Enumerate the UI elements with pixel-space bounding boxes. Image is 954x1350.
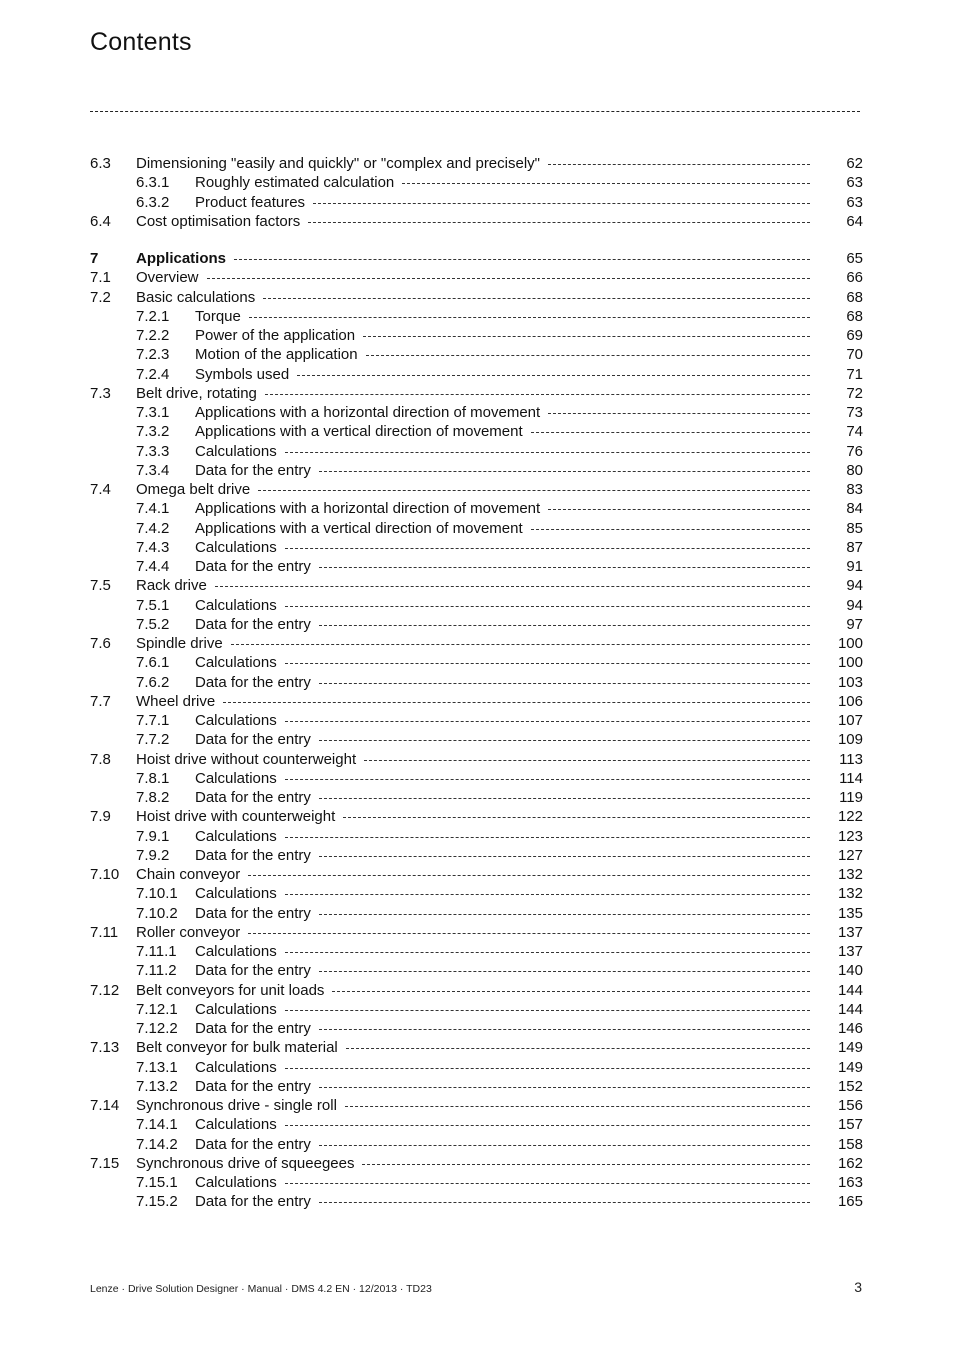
toc-entry-title: Chain conveyor <box>136 866 241 883</box>
toc-entry[interactable] <box>90 827 863 846</box>
toc-entry[interactable] <box>90 884 863 903</box>
toc-entry-number: 7.11.2 <box>136 962 177 980</box>
toc-entry[interactable] <box>90 1058 863 1077</box>
toc-entry-title: Calculations <box>195 654 277 672</box>
page-title: Contents <box>90 28 192 56</box>
toc-entry[interactable] <box>90 904 863 923</box>
toc-entry[interactable] <box>90 1192 863 1211</box>
toc-entry[interactable] <box>90 193 863 212</box>
toc-entry-number: 7.3.2 <box>136 423 170 441</box>
toc-entry-number: 7.10 <box>90 866 120 883</box>
toc-entry-page: 83 <box>846 481 863 498</box>
toc-leader-dashes <box>248 933 810 934</box>
toc-entry-number: 7.6 <box>90 635 111 652</box>
toc-leader-dashes <box>548 164 810 165</box>
toc-entry[interactable] <box>90 634 863 653</box>
toc-leader-dashes <box>231 644 810 645</box>
toc-entry-title: Data for the entry <box>195 1193 311 1211</box>
toc-leader-dashes <box>346 1048 810 1049</box>
toc-leader-dashes <box>285 952 810 953</box>
toc-entry-number: 6.3.2 <box>136 193 170 211</box>
toc-entry-page: 97 <box>846 615 863 633</box>
toc-entry-title: Synchronous drive - single roll <box>136 1097 337 1114</box>
toc-entry-number: 7.2.3 <box>136 346 170 364</box>
toc-leader-dashes <box>531 432 810 433</box>
toc-entry[interactable] <box>90 1115 863 1134</box>
toc-entry-number: 7.6.2 <box>136 673 170 691</box>
toc-leader-dashes <box>297 375 810 376</box>
toc-entry-title: Data for the entry <box>195 904 311 922</box>
toc-entry-number: 7.14 <box>90 1097 120 1114</box>
toc-leader-dashes <box>285 721 810 722</box>
toc-entry[interactable] <box>90 923 863 942</box>
toc-entry-title: Motion of the application <box>195 346 358 364</box>
toc-leader-dashes <box>223 702 810 703</box>
toc-entry-title: Data for the entry <box>195 1077 311 1095</box>
toc-leader-dashes <box>319 1087 810 1088</box>
toc-entry-number: 7 <box>90 250 99 267</box>
toc-entry-page: 68 <box>846 288 863 306</box>
toc-entry-page: 119 <box>839 789 863 806</box>
toc-entry[interactable] <box>90 154 863 173</box>
toc-entry-page: 69 <box>846 327 863 344</box>
toc-entry-number: 7.11 <box>90 923 119 941</box>
toc-entry[interactable] <box>90 1077 863 1096</box>
toc-entry-number: 7.4.3 <box>136 538 170 556</box>
toc-entry[interactable] <box>90 538 863 557</box>
toc-leader-dashes <box>285 663 810 664</box>
toc-leader-dashes <box>285 894 810 895</box>
toc-leader-dashes <box>319 914 810 915</box>
toc-entry-number: 7.8.2 <box>136 789 170 806</box>
toc-entry-number: 7.12.1 <box>136 1000 178 1018</box>
toc-entry-page: 106 <box>837 692 863 710</box>
toc-entry-number: 7.9 <box>90 808 111 826</box>
toc-entry-number: 7.6.1 <box>136 654 170 672</box>
toc-entry-number: 7.13.2 <box>136 1077 178 1095</box>
toc-entry-title: Applications with a horizontal direction of movement <box>195 500 541 518</box>
toc-entry[interactable] <box>90 499 863 518</box>
toc-entry[interactable] <box>90 1154 863 1173</box>
toc-entry-title: Calculations <box>195 1058 277 1076</box>
toc-entry-number: 7.7.1 <box>136 712 170 729</box>
toc-entry-title: Applications <box>136 250 227 267</box>
toc-entry-page: 163 <box>837 1174 863 1191</box>
toc-entry-title: Overview <box>136 269 199 287</box>
toc-entry[interactable] <box>90 1173 863 1192</box>
toc-entry-title: Wheel drive <box>136 692 216 710</box>
toc-entry[interactable] <box>90 865 863 884</box>
toc-entry-title: Rack drive <box>136 577 207 595</box>
toc-entry-page: 63 <box>846 174 863 192</box>
toc-entry[interactable] <box>90 173 863 192</box>
toc-entry-page: 123 <box>837 827 863 845</box>
toc-entry-number: 7.14.2 <box>136 1135 178 1153</box>
toc-entry-page: 73 <box>846 404 863 421</box>
toc-entry-page: 149 <box>837 1058 863 1076</box>
toc-entry[interactable] <box>90 653 863 672</box>
toc-entry-number: 7.5 <box>90 577 111 595</box>
toc-leader-dashes <box>548 413 810 414</box>
toc-entry[interactable] <box>90 807 863 826</box>
toc-entry[interactable] <box>90 1038 863 1057</box>
toc-entry-number: 7.4.2 <box>136 519 170 537</box>
toc-entry[interactable] <box>90 769 863 788</box>
toc-leader-dashes <box>285 548 810 549</box>
toc-entry-title: Data for the entry <box>195 615 311 633</box>
toc-entry-number: 7.12 <box>90 981 120 999</box>
toc-entry-page: 94 <box>846 596 863 614</box>
toc-entry-number: 7.15.1 <box>136 1174 178 1191</box>
toc-entry-title: Belt conveyor for bulk material <box>136 1039 338 1057</box>
toc-entry-number: 7.11.1 <box>136 943 177 960</box>
toc-entry-page: 127 <box>837 846 863 864</box>
toc-leader-dashes <box>248 875 810 876</box>
toc-entry-page: 71 <box>846 365 863 383</box>
toc-entry-title: Torque <box>195 307 241 325</box>
toc-leader-dashes <box>265 394 810 395</box>
toc-entry-title: Data for the entry <box>195 731 311 749</box>
toc-entry-page: 64 <box>846 212 863 230</box>
toc-entry-page: 157 <box>837 1116 863 1134</box>
toc-entry-number: 7.8 <box>90 750 111 768</box>
toc-entry-number: 7.15 <box>90 1154 120 1172</box>
toc-entry-title: Data for the entry <box>195 789 311 806</box>
toc-entry-number: 7.9.2 <box>136 846 170 864</box>
toc-leader-dashes <box>531 529 810 530</box>
toc-leader-dashes <box>332 991 810 992</box>
toc-entry-page: 68 <box>846 307 863 325</box>
toc-entry-page: 100 <box>837 654 863 672</box>
toc-leader-dashes <box>362 1164 810 1165</box>
toc-leader-dashes <box>234 259 810 260</box>
toc-entry-number: 7.8.1 <box>136 769 170 787</box>
toc-leader-dashes <box>319 1145 810 1146</box>
toc-entry-title: Calculations <box>195 1174 277 1191</box>
toc-entry[interactable] <box>90 557 863 576</box>
toc-leader-dashes <box>364 760 810 761</box>
toc-entry-title: Calculations <box>195 885 277 903</box>
toc-entry-page: 135 <box>837 904 863 922</box>
toc-leader-dashes <box>313 203 810 204</box>
toc-entry-number: 7.10.2 <box>136 904 178 922</box>
toc-entry-page: 100 <box>837 635 863 652</box>
toc-leader-dashes <box>366 355 810 356</box>
toc-entry-title: Calculations <box>195 827 277 845</box>
toc-entry-number: 7.5.2 <box>136 615 170 633</box>
toc-entry[interactable] <box>90 788 863 807</box>
toc-entry-number: 7.13.1 <box>136 1058 178 1076</box>
toc-entry-number: 7.1 <box>90 269 111 287</box>
toc-leader-dashes <box>548 509 810 510</box>
toc-entry[interactable] <box>90 461 863 480</box>
footer-page-number: 3 <box>854 1279 862 1295</box>
toc-entry-title: Dimensioning "easily and quickly" or "complex and precisely" <box>136 155 540 172</box>
toc-entry-number: 7.13 <box>90 1039 120 1057</box>
toc-entry-title: Calculations <box>195 596 277 614</box>
toc-entry[interactable] <box>90 981 863 1000</box>
toc-entry-number: 7.4.1 <box>136 500 170 518</box>
toc-entry-title: Applications with a horizontal direction of movement <box>195 404 541 421</box>
toc-leader-dashes <box>285 1125 810 1126</box>
toc-entry[interactable] <box>90 288 863 307</box>
toc-entry-title: Calculations <box>195 1000 277 1018</box>
toc-leader-dashes <box>319 798 810 799</box>
toc-leader-dashes <box>319 1202 810 1203</box>
toc-entry-number: 7.3 <box>90 384 111 402</box>
toc-leader-dashes <box>285 452 810 453</box>
toc-entry-number: 7.15.2 <box>136 1193 178 1211</box>
toc-entry[interactable] <box>90 692 863 711</box>
toc-entry-number: 6.4 <box>90 212 111 230</box>
toc-entry[interactable] <box>90 212 863 231</box>
toc-leader-dashes <box>249 317 810 318</box>
toc-leader-dashes <box>319 567 810 568</box>
toc-entry-title: Belt conveyors for unit loads <box>136 981 325 999</box>
toc-entry-page: 65 <box>846 250 863 267</box>
toc-entry-number: 7.10.1 <box>136 885 178 903</box>
toc-entry[interactable] <box>90 596 863 615</box>
toc-leader-dashes <box>319 740 810 741</box>
toc-leader-dashes <box>402 183 810 184</box>
toc-entry[interactable] <box>90 365 863 384</box>
toc-entry-title: Roughly estimated calculation <box>195 174 395 192</box>
toc-entry-title: Data for the entry <box>195 673 311 691</box>
toc-entry-title: Calculations <box>195 943 277 960</box>
toc-entry-page: 149 <box>837 1039 863 1057</box>
toc-leader-dashes <box>285 1068 810 1069</box>
toc-entry[interactable] <box>90 422 863 441</box>
toc-entry[interactable] <box>90 730 863 749</box>
toc-entry-number: 7.5.1 <box>136 596 170 614</box>
toc-entry-number: 7.3.1 <box>136 404 170 421</box>
toc-entry[interactable] <box>90 615 863 634</box>
toc-entry-page: 137 <box>837 943 863 960</box>
toc-entry-page: 146 <box>837 1020 863 1037</box>
toc-entry-page: 144 <box>837 981 863 999</box>
toc-entry-number: 6.3.1 <box>136 174 170 192</box>
toc-leader-dashes <box>319 625 810 626</box>
toc-entry-title: Product features <box>195 193 306 211</box>
toc-entry-title: Data for the entry <box>195 846 311 864</box>
toc-entry-number: 7.4 <box>90 481 111 498</box>
toc-entry[interactable] <box>90 307 863 326</box>
toc-entry-page: 91 <box>846 558 863 575</box>
toc-entry-page: 87 <box>846 538 863 556</box>
toc-entry-title: Belt drive, rotating <box>136 384 257 402</box>
toc-entry-title: Synchronous drive of squeegees <box>136 1154 355 1172</box>
toc-leader-dashes <box>215 586 810 587</box>
toc-leader-dashes <box>285 837 810 838</box>
header-divider <box>90 111 860 112</box>
toc-leader-dashes <box>363 336 810 337</box>
toc-entry-page: 66 <box>846 269 863 287</box>
toc-entry[interactable] <box>90 750 863 769</box>
toc-entry-number: 7.12.2 <box>136 1020 178 1037</box>
toc-entry[interactable] <box>90 345 863 364</box>
toc-entry-page: 80 <box>846 461 863 479</box>
toc-entry-number: 7.2 <box>90 288 111 306</box>
toc-entry-page: 72 <box>846 384 863 402</box>
toc-leader-dashes <box>258 490 810 491</box>
toc-entry[interactable] <box>90 384 863 403</box>
toc-leader-dashes <box>319 683 810 684</box>
toc-leader-dashes <box>285 779 810 780</box>
toc-entry-title: Symbols used <box>195 365 290 383</box>
toc-entry-title: Omega belt drive <box>136 481 251 498</box>
toc-entry-page: 165 <box>837 1193 863 1211</box>
toc-entry[interactable] <box>90 1000 863 1019</box>
toc-entry[interactable] <box>90 1019 863 1038</box>
toc-entry-page: 113 <box>839 750 863 768</box>
toc-entry-page: 62 <box>846 155 863 172</box>
toc-entry[interactable] <box>90 942 863 961</box>
toc-entry-number: 7.7 <box>90 692 111 710</box>
toc-entry-title: Cost optimisation factors <box>136 212 301 230</box>
toc-entry-page: 156 <box>837 1097 863 1114</box>
toc-entry[interactable] <box>90 673 863 692</box>
toc-entry-title: Data for the entry <box>195 962 311 980</box>
toc-entry[interactable] <box>90 961 863 980</box>
toc-entry-page: 137 <box>837 923 863 941</box>
toc-entry-title: Applications with a vertical direction of movement <box>195 423 523 441</box>
toc-entry-page: 152 <box>837 1077 863 1095</box>
footer-text: Lenze · Drive Solution Designer · Manual · DMS 4.2 EN · 12/2013 · TD23 <box>90 1283 432 1295</box>
toc-leader-dashes <box>285 1010 810 1011</box>
toc-entry-page: 114 <box>839 769 863 787</box>
toc-entry-number: 7.2.4 <box>136 365 170 383</box>
toc-entry-number: 6.3 <box>90 155 111 172</box>
toc-entry[interactable] <box>90 480 863 499</box>
toc-entry-number: 7.3.3 <box>136 442 170 460</box>
toc-entry-title: Basic calculations <box>136 288 256 306</box>
toc-entry[interactable] <box>90 576 863 595</box>
toc-entry-number: 7.9.1 <box>136 827 170 845</box>
toc-entry-page: 122 <box>837 808 863 826</box>
toc-entry-page: 132 <box>837 885 863 903</box>
toc-entry-title: Roller conveyor <box>136 923 241 941</box>
toc-entry[interactable] <box>90 1096 863 1115</box>
toc-leader-dashes <box>345 1106 810 1107</box>
toc-entry-title: Hoist drive with counterweight <box>136 808 336 826</box>
toc-leader-dashes <box>319 856 810 857</box>
toc-entry[interactable] <box>90 1135 863 1154</box>
toc-entry-page: 144 <box>837 1000 863 1018</box>
toc-leader-dashes <box>319 971 810 972</box>
toc-leader-dashes <box>207 278 810 279</box>
toc-entry-title: Calculations <box>195 442 277 460</box>
toc-entry-title: Power of the application <box>195 327 356 344</box>
toc-entry-title: Data for the entry <box>195 1135 311 1153</box>
toc-entry-page: 85 <box>846 519 863 537</box>
toc-entry[interactable] <box>90 268 863 287</box>
toc-entry[interactable] <box>90 846 863 865</box>
toc-entry-number: 7.14.1 <box>136 1116 178 1134</box>
toc-entry-title: Calculations <box>195 712 277 729</box>
toc-entry-page: 162 <box>837 1154 863 1172</box>
toc-entry-page: 74 <box>846 423 863 441</box>
toc-entry-page: 94 <box>846 577 863 595</box>
toc-entry-title: Applications with a vertical direction of movement <box>195 519 523 537</box>
toc-entry-number: 7.2.1 <box>136 307 170 325</box>
table-of-contents <box>90 154 863 1212</box>
toc-entry-page: 63 <box>846 193 863 211</box>
toc-leader-dashes <box>343 817 810 818</box>
toc-entry-title: Calculations <box>195 538 277 556</box>
toc-entry-page: 158 <box>837 1135 863 1153</box>
toc-entry[interactable] <box>90 326 863 345</box>
toc-entry-page: 140 <box>837 962 863 980</box>
toc-entry-page: 132 <box>837 866 863 883</box>
toc-entry-title: Spindle drive <box>136 635 223 652</box>
toc-leader-dashes <box>308 222 810 223</box>
toc-entry-page: 109 <box>837 731 863 749</box>
toc-entry-page: 107 <box>837 712 863 729</box>
toc-entry[interactable] <box>90 519 863 538</box>
toc-entry[interactable] <box>90 711 863 730</box>
toc-entry-number: 7.2.2 <box>136 327 170 344</box>
toc-entry-page: 76 <box>846 442 863 460</box>
toc-leader-dashes <box>319 471 810 472</box>
toc-entry-title: Data for the entry <box>195 558 311 575</box>
toc-entry-page: 103 <box>837 673 863 691</box>
toc-chapter-entry[interactable] <box>90 249 863 268</box>
toc-entry-title: Calculations <box>195 769 277 787</box>
toc-entry[interactable] <box>90 442 863 461</box>
toc-entry-title: Data for the entry <box>195 1020 311 1037</box>
toc-entry-number: 7.4.4 <box>136 558 170 575</box>
toc-entry-title: Hoist drive without counterweight <box>136 750 357 768</box>
toc-leader-dashes <box>319 1029 810 1030</box>
toc-leader-dashes <box>263 298 810 299</box>
toc-leader-dashes <box>285 1183 810 1184</box>
toc-entry-title: Calculations <box>195 1116 277 1134</box>
toc-entry-page: 84 <box>846 500 863 518</box>
toc-entry[interactable] <box>90 403 863 422</box>
toc-leader-dashes <box>285 606 810 607</box>
toc-entry-number: 7.3.4 <box>136 461 170 479</box>
toc-entry-number: 7.7.2 <box>136 731 170 749</box>
toc-entry-title: Data for the entry <box>195 461 311 479</box>
toc-entry-page: 70 <box>846 346 863 364</box>
